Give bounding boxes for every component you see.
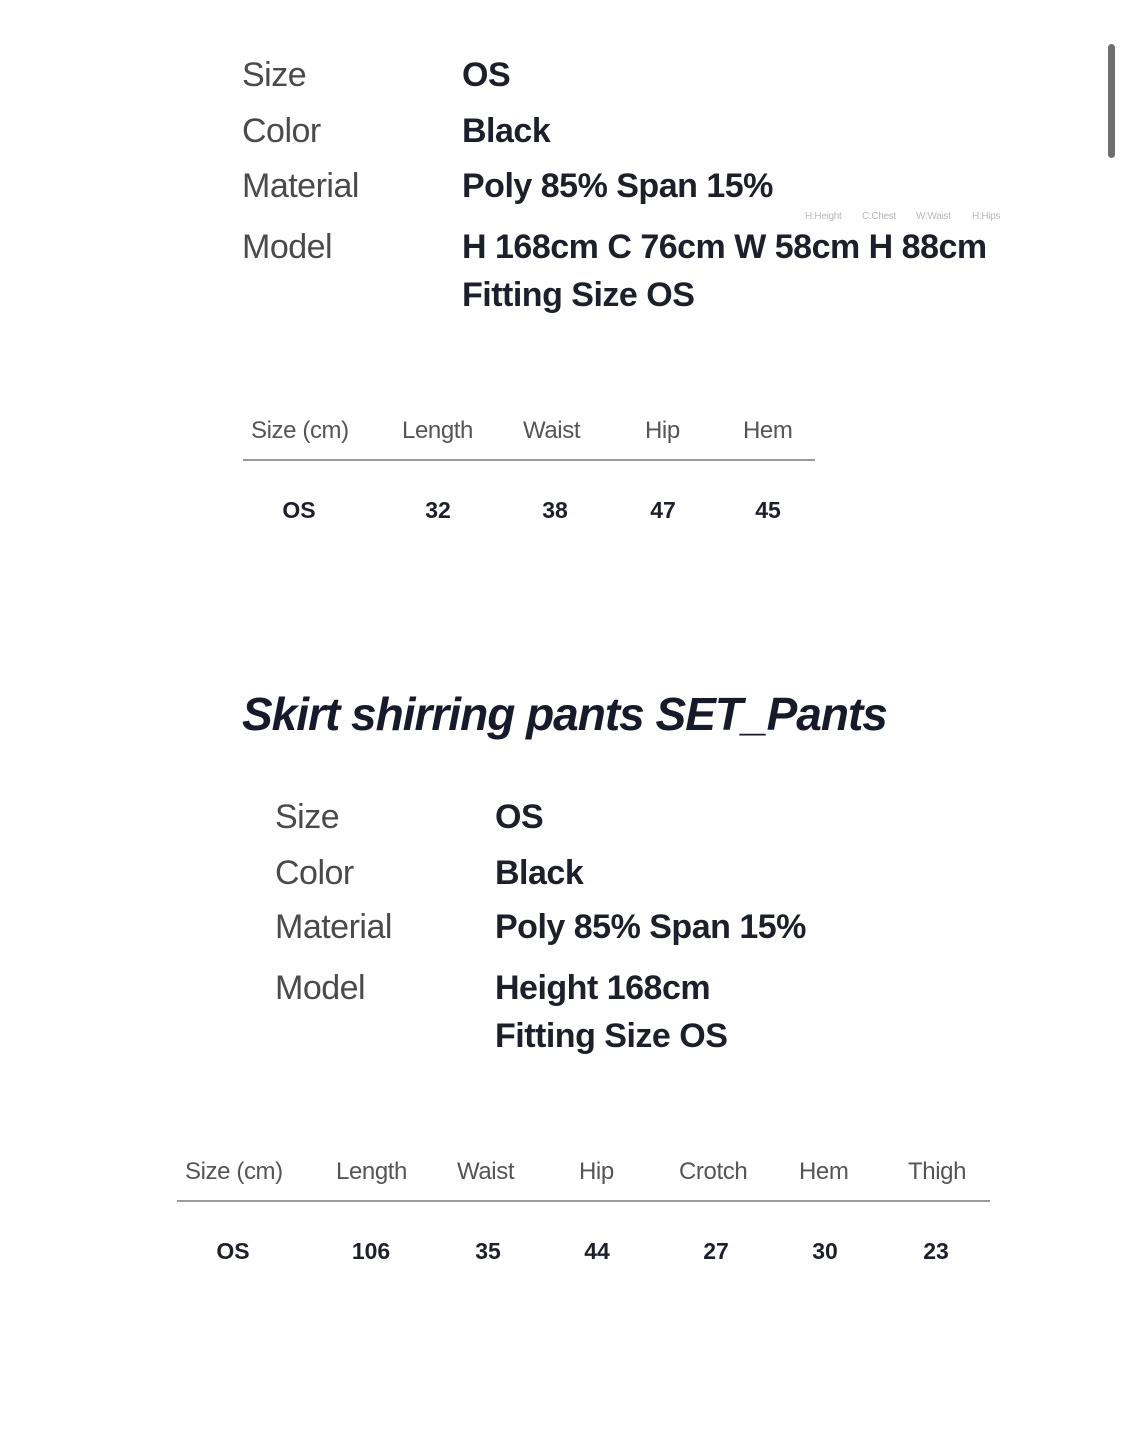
table-header-hip: Hip [645, 417, 680, 444]
spec-value-color: Black [462, 112, 551, 150]
table-cell-thigh: 23 [923, 1238, 949, 1264]
spec-value-fitting-size: Fitting Size OS [495, 1017, 728, 1055]
table-header-size: Size (cm) [251, 417, 349, 444]
table-cell-hip: 47 [650, 497, 676, 523]
table-cell-waist: 35 [475, 1238, 501, 1264]
table-cell-size: OS [282, 497, 316, 523]
table-header-waist: Waist [523, 417, 581, 444]
spec-label-model: Model [275, 969, 366, 1007]
spec-label-material: Material [242, 167, 359, 205]
table-header-length: Length [402, 417, 474, 444]
scrollbar-thumb[interactable] [1108, 44, 1115, 158]
spec-value-size: OS [495, 798, 544, 836]
spec-value-size: OS [462, 56, 511, 94]
spec-label-color: Color [275, 854, 354, 892]
table-header-hem: Hem [799, 1158, 849, 1185]
spec-value-model: H 168cm C 76cm W 58cm H 88cm [462, 228, 987, 266]
spec-value-fitting-size: Fitting Size OS [462, 276, 695, 314]
model-legend-hips: H:Hips [972, 211, 1001, 222]
table-divider [243, 459, 815, 461]
spec-value-material: Poly 85% Span 15% [462, 167, 773, 205]
table-cell-length: 106 [351, 1238, 391, 1264]
table-header-waist: Waist [457, 1158, 515, 1185]
table-header-thigh: Thigh [908, 1158, 967, 1185]
spec-label-color: Color [242, 112, 321, 150]
product-title: Skirt shirring pants SET_Pants [242, 688, 887, 740]
table-header-hem: Hem [743, 417, 793, 444]
table-cell-length: 32 [425, 497, 451, 523]
table-header-size: Size (cm) [185, 1158, 283, 1185]
spec-label-size: Size [275, 798, 340, 836]
table-header-length: Length [336, 1158, 408, 1185]
spec-value-color: Black [495, 854, 584, 892]
table-cell-hem: 45 [755, 497, 781, 523]
model-legend-height: H:Height [805, 211, 842, 222]
table-cell-size: OS [216, 1238, 250, 1264]
table-cell-waist: 38 [542, 497, 568, 523]
table-divider [177, 1200, 990, 1202]
spec-value-model: Height 168cm [495, 969, 711, 1007]
model-legend-waist: W:Waist [916, 211, 951, 222]
table-cell-crotch: 27 [703, 1238, 729, 1264]
table-header-crotch: Crotch [679, 1158, 748, 1185]
table-header-hip: Hip [579, 1158, 614, 1185]
table-cell-hem: 30 [812, 1238, 838, 1264]
spec-label-material: Material [275, 908, 392, 946]
spec-value-material: Poly 85% Span 15% [495, 908, 806, 946]
spec-label-size: Size [242, 56, 307, 94]
spec-label-model: Model [242, 228, 333, 266]
model-legend-chest: C:Chest [862, 211, 897, 222]
table-cell-hip: 44 [584, 1238, 610, 1264]
